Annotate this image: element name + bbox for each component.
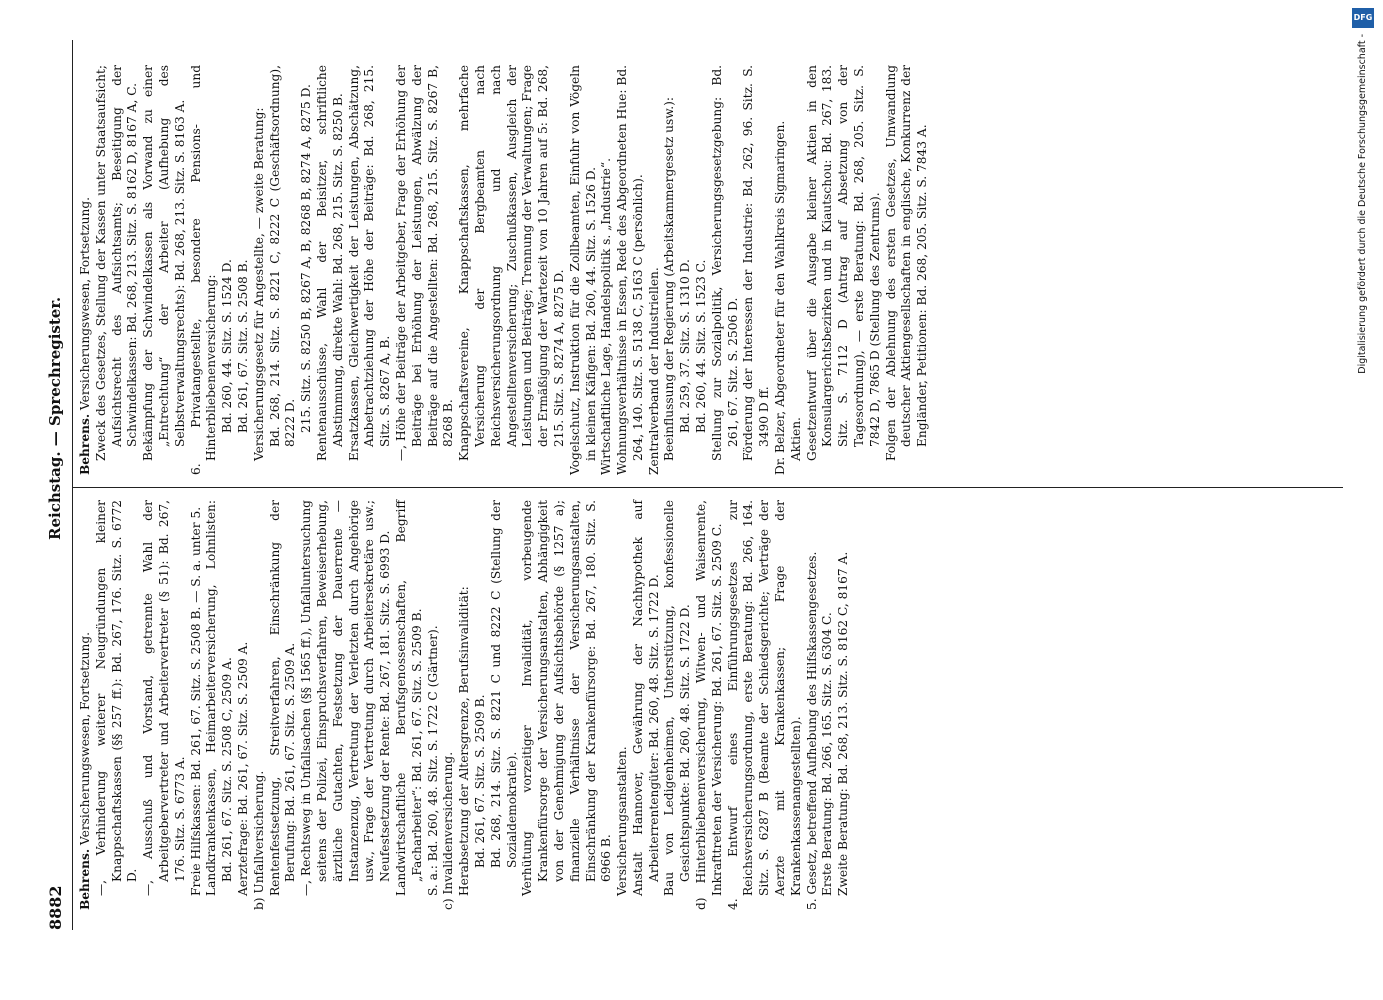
index-entry: Rentenausschüsse, Wahl der Beisitzer, schriftliche Abstimmung, direkte Wahl: Bd. 268, 215. Sitz. S. 8250 B. bbox=[314, 65, 345, 461]
index-entry: Wirtschaftliche Lage, Handelspolitik s. „Industrie“. bbox=[599, 158, 614, 475]
right-column-heading bbox=[78, 65, 94, 475]
index-entry: Förderung der Interessen der Industrie: Bd. 262, 96. Sitz. S. 3490 D ff. bbox=[741, 65, 772, 461]
index-entry: Bd. 260, 44. Sitz. S. 1523 C. bbox=[694, 259, 709, 433]
index-entry: Bd. 261, 67. Sitz. S. 2509 B. bbox=[472, 694, 487, 868]
index-entry: Wohnungsverhältnisse in Essen, Rede des Abgeordneten Hue: Bd. 264, 140. Sitz. S. 5138 C, 5163 C (persönlich). bbox=[615, 65, 645, 475]
index-entry: Bau von Ledigenheimen, Unterstützung, konfessionelle Gesichtspunkte: Bd. 260, 48. Sitz. S. 1722 D. bbox=[662, 500, 693, 896]
index-entry: Versicherungsgesetz für Angestellte, — zweite Beratung: bbox=[251, 107, 266, 461]
index-entry: Gesetzentwurf über die Ausgabe kleiner Aktien in den Konsulargerichtsbezirken und in Kiautschou: Bd. 267, 183. Sitz. S. 7112 D (Antrag auf Absetzung von der Tagesordnung), — erste Beratung: Bd. 268, 205. Sitz. S. 7842 D, 7865 D (Stellung des Zentrums). bbox=[804, 65, 882, 461]
index-entry: c) Invalidenversicherung. bbox=[441, 751, 456, 910]
index-entry: —, Rechtsweg in Unfallsachen (§§ 1565 ff.), Unfalluntersuchung seitens der Polizei, Einspruchsverfahren, Beweiserhebung, ärztliche Gutachten, Festsetzung der Dauerrente — Instanzenzug, Vertretung der Verletzten durch Angehörige usw., Frage der Vertretung durch Arbeitersekretäre usw.; Neufestsetzung der Rente: Bd. 267, 181. Sitz. S. 6993 D. bbox=[299, 500, 393, 896]
index-entry: 215. Sitz. S. 8250 B, 8267 A, B, 8268 B, 8274 A, 8275 D. bbox=[299, 84, 314, 433]
index-entry: Knappschaftsvereine, Knappschaftskassen, mehrfache Versicherung der Bergbeamten nach Reichsversicherungsordnung und nach Angestelltenversicherung; Zuschußkassen, Ausgleich der Leistungen und Beiträge; Trennung der Verwaltungen; Frage der Ermäßigung der Wartezeit von 10 Jahren auf 5: Bd. 268, 215. Sitz. S. 8274 A, 8275 D. bbox=[457, 65, 566, 461]
index-entry: 5. Gesetz, betreffend Aufhebung des Hilfskassengesetzes. bbox=[804, 551, 819, 910]
index-entry: Anstalt Hannover, Gewährung der Nachhypothek auf Arbeiterrentengüter: Bd. 260, 48. Sitz. S. 1722 D. bbox=[630, 500, 661, 896]
index-entry: Verhütung vorzeitiger Invalidität, vorbeugende Krankenfürsorge der Versicherungsanstalten, Abhängigkeit von der Genehmigung der Aufsichtsbehörde (§ 1257 a); finanzielle Verhältnisse der Versicherungsanstalten, Einschränkung der Krankenfürsorge: Bd. 267, 180. Sitz. S. 6966 B. bbox=[520, 500, 614, 896]
index-entry: Bd. 260, 44. Sitz. S. 1524 D. bbox=[220, 259, 235, 433]
right-headword: Behrens. bbox=[78, 413, 92, 475]
index-entry: Zweck des Gesetzes, Stellung der Kassen unter Staatsaufsicht; Aufsichtsrecht des Aufsichtsamts; Beseitigung der Schwindelkassen: Bd. 268, 213. Sitz. S. 8162 D, 8167 A, C. bbox=[93, 65, 140, 461]
column-divider bbox=[72, 487, 1343, 488]
index-entry: Dr. Belzer, Abgeordneter für den Wahlkreis Sigmaringen. bbox=[773, 120, 788, 475]
index-entry: Beeinflussung der Regierung (Arbeitskammergesetz usw.): bbox=[662, 97, 677, 461]
index-entry: 6. Privatangestellte, besondere Pensions- und Hinterbliebenenversicherung: bbox=[188, 65, 219, 475]
index-entry: Bd. 259, 37. Sitz. S. 1310 D. bbox=[678, 259, 693, 433]
index-entry: —, Verhinderung weiterer Neugründungen kleiner Knappschaftskassen (§§ 257 ff.): Bd. 267, 176. Sitz. S. 6772 D. bbox=[93, 500, 140, 896]
index-entry: Landwirtschaftliche Berufsgenossenschaften, Begriff „Facharbeiter“: Bd. 261, 67. Sitz. S. 2509 B. bbox=[393, 500, 424, 896]
index-entry: Landkrankenkassen, Heimarbeiterversicherung, Lohnlisten: Bd. 261, 67. Sitz. S. 2508 C, 2509 A. bbox=[204, 500, 235, 896]
index-entry: d) Hinterbliebenenversicherung, Witwen- und Waisenrente, Inkrafttreten der Versicherung: Bd. 261, 67. Sitz. S. 2509 C. bbox=[694, 500, 724, 910]
index-entry: Bd. 268, 214. Sitz. S. 8221 C und 8222 C (Stellung der Sozialdemokratie). bbox=[488, 500, 519, 868]
index-entry: Erste Beratung: Bd. 266, 165. Sitz. S. 6304 C. bbox=[820, 612, 835, 896]
right-run-head: Versicherungswesen, Fortsetzung. bbox=[78, 197, 92, 411]
index-entry: S. a.: Bd. 260, 48. Sitz. S. 1722 C (Gärtner). bbox=[425, 625, 440, 896]
right-column bbox=[78, 65, 931, 475]
left-headword: Behrens. bbox=[78, 848, 92, 910]
digitization-credit bbox=[1352, 34, 1374, 674]
index-entry: Ersatzkassen, Gleichwertigkeit der Leistungen, Abschätzung, Anbetrachtziehung der Höhe der Beiträge: Bd. 268, 215. Sitz. S. 8267 A, B. bbox=[346, 65, 393, 461]
index-entry: Vogelschutz, Instruktion für die Zollbeamten, Einfuhr von Vögeln in kleinen Käfigen: Bd. 260, 44. Sitz. S. 1526 D. bbox=[567, 65, 598, 475]
index-entry: b) Unfallversicherung. bbox=[251, 770, 266, 910]
index-entry: Bekämpfung der Schwindelkassen als Vorwand zu einer „Entrechtung“ der Arbeiter (Aufhebung des Selbstverwaltungsrechts): Bd. 268, 213. Sitz. S. 8163 A. bbox=[141, 65, 187, 461]
index-entry: Freie Hilfskassen: Bd. 261, 67. Sitz. S. 2508 B. — S. a. unter 5. bbox=[188, 506, 203, 896]
right-entry-list bbox=[94, 65, 931, 475]
page-number: 8882 bbox=[46, 885, 65, 930]
index-entry: Bd. 268, 214. Sitz. S. 8221 C, 8222 C (Geschäftsordnung), 8222 D. bbox=[267, 65, 298, 447]
left-run-head: Versicherungswesen, Fortsetzung. bbox=[78, 632, 92, 846]
left-entry-list bbox=[94, 500, 852, 910]
index-entry: Folgen der Ablehnung des ersten Gesetzes, Umwandlung deutscher Aktiengesellschaften in englische, Konkurrenz der Engländer, Petitionen: Bd. 268, 205. Sitz. S. 7843 A. bbox=[883, 65, 930, 461]
index-entry: Herabsetzung der Altersgrenze, Berufsinvalidität: bbox=[457, 586, 472, 896]
header-rule bbox=[72, 40, 73, 930]
page-header bbox=[42, 40, 72, 930]
index-entry: Zentralverband der Industriellen. bbox=[646, 267, 661, 475]
index-entry: Bd. 261, 67. Sitz. S. 2508 B. bbox=[235, 259, 250, 433]
running-title: Reichstag. — Sprechregister. bbox=[46, 296, 64, 540]
dfg-logo: DFG bbox=[1352, 8, 1374, 28]
index-entry: Aktien. bbox=[788, 417, 803, 461]
index-entry: Versicherungsanstalten. bbox=[615, 746, 630, 896]
index-entry: Aerztefrage: Bd. 261, 67. Sitz. S. 2509 A. bbox=[235, 641, 250, 896]
index-entry: —, Höhe der Beiträge der Arbeitgeber, Frage der Erhöhung der Beiträge bei Erhöhung der Leistungen, Abwälzung der Beiträge auf die Angestellten: Bd. 268, 215. Sitz. S. 8267 B, 8268 B. bbox=[393, 65, 456, 461]
left-column bbox=[78, 500, 852, 910]
index-entry: Stellung zur Sozialpolitik, Versicherungsgesetzgebung: Bd. 261, 67. Sitz. S. 2506 D. bbox=[709, 65, 740, 461]
index-entry: Zweite Beratung: Bd. 268, 213. Sitz. S. 8162 C, 8167 A. bbox=[836, 551, 851, 896]
left-column-heading bbox=[78, 500, 94, 910]
index-entry: 4. Entwurf eines Einführungsgesetzes zur Reichsversicherungsordnung, erste Beratung: Bd. 266, 164. Sitz. S. 6287 B (Beamte der Schiedsgerichte; Verträge der Aerzte mit Krankenkassen; Frage der Krankenkassenangestellten). bbox=[725, 500, 803, 910]
index-entry: —, Ausschuß und Vorstand, getrennte Wahl der Arbeitgebervertreter und Arbeitervertreter (§ 51): Bd. 267, 176. Sitz. S. 6773 A. bbox=[141, 500, 187, 896]
credit-text: Digitalisierung gefördert durch die Deutsche Forschungsgemeinschaft - bbox=[1357, 34, 1368, 374]
index-entry: Rentenfestsetzung, Streitverfahren, Einschränkung der Berufung: Bd. 261, 67. Sitz. S. 2509 A. bbox=[267, 500, 298, 896]
